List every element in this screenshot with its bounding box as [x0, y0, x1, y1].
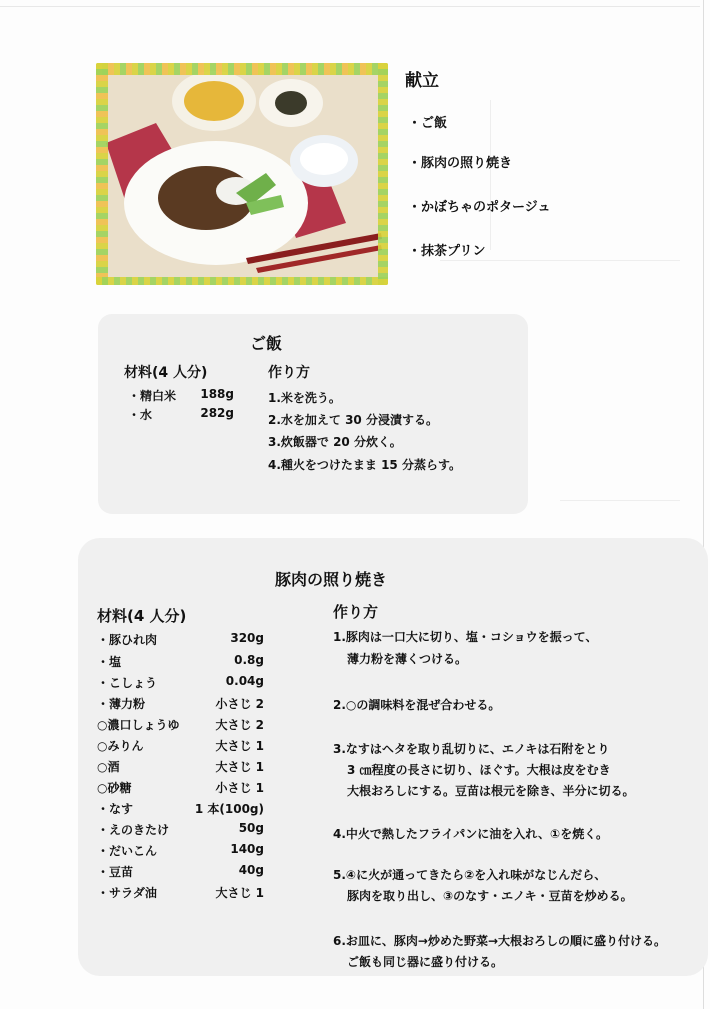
scan-top-edge [0, 6, 700, 7]
pork-step: 5.④に火が通ってきたら②を入れ味がなじんだら、 [333, 868, 607, 882]
pork-ingredient-amount: 大さじ 1 [215, 886, 264, 900]
rice-ingredients-heading: 材料(4 人分) [124, 365, 208, 381]
rice-step: 2.水を加えて 30 分浸漬する。 [268, 413, 438, 427]
rice-step: 4.種火をつけたまま 15 分蒸らす。 [268, 458, 462, 472]
pork-ingredient-amount: 大さじ 1 [215, 760, 264, 774]
pork-ingredient-name: ・だいこん [97, 844, 158, 858]
pork-ingredient-amount: 0.04g [225, 674, 264, 688]
rice-ingredient-name: ・精白米 [128, 389, 177, 403]
dish-photo [96, 63, 388, 285]
pork-ingredient-name: ・えのきたけ [97, 823, 170, 837]
pork-step: ご飯も同じ器に盛り付ける。 [347, 955, 504, 969]
pork-recipe-card [78, 538, 708, 976]
pork-ingredient-amount: 320g [230, 631, 264, 645]
pork-title: 豚肉の照り焼き [275, 570, 388, 589]
pork-ingredient-name: ・こしょう [97, 676, 158, 690]
pork-ingredient-name: ・なす [97, 802, 134, 816]
pork-step: 6.お皿に、豚肉→炒めた野菜→大根おろしの順に盛り付ける。 [333, 934, 667, 948]
menu-item-rice: ・ご飯 [408, 116, 448, 131]
rice-title: ご飯 [250, 334, 283, 353]
pork-ingredient-name: ○みりん [97, 739, 144, 753]
rice-step: 3.炊飯器で 20 分炊く。 [268, 435, 402, 449]
rice-ingredient-amount: 282g [200, 406, 234, 420]
pork-step: 大根おろしにする。豆苗は根元を除き、半分に切る。 [347, 784, 635, 798]
pork-step: 4.中火で熱したフライパンに油を入れ、①を焼く。 [333, 827, 608, 841]
pork-ingredient-name: ○砂糖 [97, 781, 132, 795]
pork-ingredient-name: ・塩 [97, 655, 122, 669]
pork-ingredient-name: ○濃口しょうゆ [97, 718, 180, 732]
pork-ingredient-name: ・サラダ油 [97, 886, 157, 900]
pork-method-heading: 作り方 [333, 603, 379, 621]
pork-ingredient-name: ・薄力粉 [97, 697, 146, 711]
rice-ingredient-name: ・水 [128, 408, 153, 422]
pork-ingredient-name: ○酒 [97, 760, 120, 774]
pork-step: 2.○の調味料を混ぜ合わせる。 [333, 698, 501, 712]
pork-ingredient-amount: 50g [238, 821, 264, 835]
rice-ingredient-amount: 188g [200, 387, 234, 401]
pork-ingredient-amount: 小さじ 1 [215, 781, 264, 795]
pork-ingredient-name: ・豚ひれ肉 [97, 633, 158, 647]
menu-item-pudding: ・抹茶プリン [408, 244, 486, 259]
pork-step: 1.豚肉は一口大に切り、塩・コショウを振って、 [333, 630, 598, 644]
pork-ingredient-amount: 140g [230, 842, 264, 856]
pork-ingredient-amount: 大さじ 2 [215, 718, 264, 732]
rice-step: 1.米を洗う。 [268, 391, 341, 405]
menu-item-pork: ・豚肉の照り焼き [408, 156, 513, 171]
menu-title: 献立 [405, 71, 439, 91]
pork-ingredient-amount: 40g [238, 863, 264, 877]
pork-step: 薄力粉を薄くつける。 [347, 652, 468, 666]
pork-ingredient-amount: 大さじ 1 [215, 739, 264, 753]
rice-method-heading: 作り方 [268, 365, 310, 381]
menu-item-potage: ・かぼちゃのポタージュ [408, 200, 551, 215]
pork-ingredient-amount: 小さじ 2 [215, 697, 264, 711]
pork-ingredient-amount: 1 本(100g) [194, 802, 264, 816]
pork-step: 3 ㎝程度の長さに切り、ほぐす。大根は皮をむき [347, 763, 611, 777]
pork-ingredients-heading: 材料(4 人分) [97, 607, 187, 625]
pork-step: 豚肉を取り出し、③のなす・エノキ・豆苗を炒める。 [347, 889, 633, 903]
pork-ingredient-amount: 0.8g [234, 653, 264, 667]
pork-ingredient-name: ・豆苗 [97, 865, 134, 879]
pork-step: 3.なすはヘタを取り乱切りに、エノキは石附をとり [333, 742, 610, 756]
